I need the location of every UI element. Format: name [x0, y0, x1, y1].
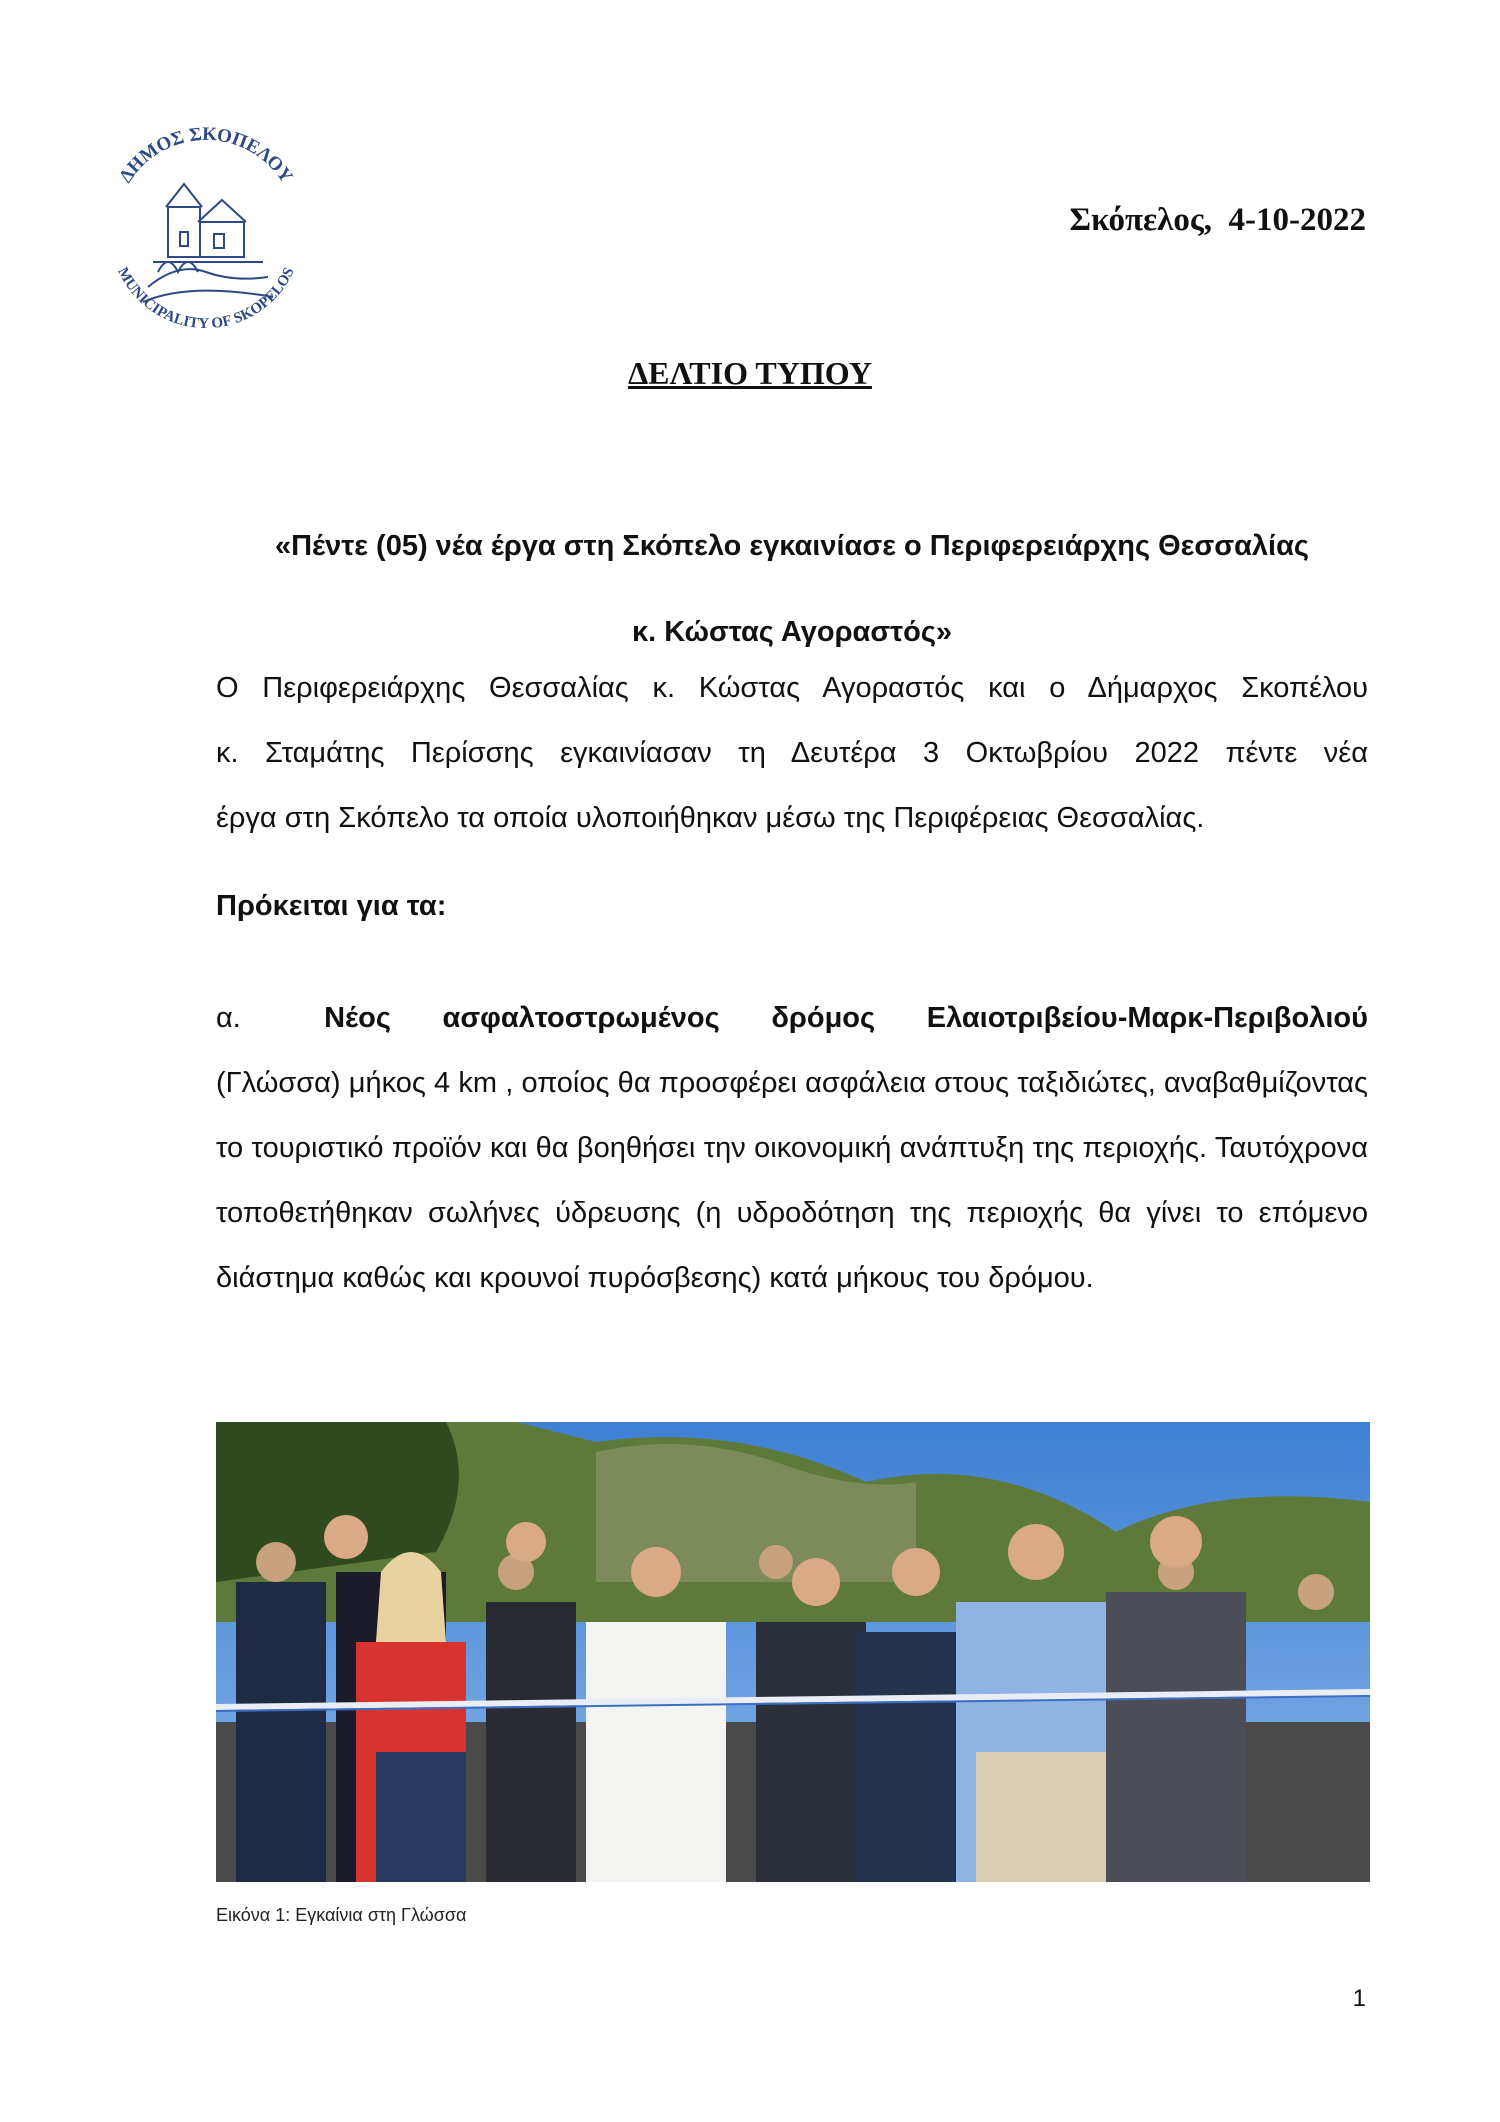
headline: [216, 503, 1368, 675]
item-a-paragraph: [216, 986, 1368, 1311]
intro-line-3: έργα στη Σκόπελο τα οποία υλοποιήθηκαν μέσω της Περιφέρειας Θεσσαλίας.: [216, 802, 1205, 834]
intro-line-2: κ. Σταμάτης Περίσσης εγκαινίασαν τη Δευτέρα 3 Οκτωβρίου 2022 πέντε νέα: [216, 737, 1368, 769]
press-release-title: ΔΕΛΤΙΟ ΤΥΠΟΥ: [628, 355, 872, 391]
photo-caption: Εικόνα 1: Εγκαίνια στη Γλώσσα: [216, 1905, 467, 1925]
municipality-logo: [88, 112, 324, 348]
page-number: 1: [1352, 1985, 1366, 2012]
item-a-text: (Γλώσσα) μήκος 4 km , οποίος θα προσφέρει ασφάλεια στους ταξιδιώτες, αναβαθμίζοντας το τουριστικό προϊόν και θα βοηθήσει την οικονομική ανάπτυξη της περιοχής. Ταυτόχρονα τοποθετήθηκαν σωλήνες ύδρευσης (η υδροδότηση της περιοχής θα γίνει το επόμενο διάστημα καθώς και κρουνοί πυρόσβεσης) κατά μήκους του δρόμου.: [216, 1067, 1368, 1294]
intro-paragraph: [216, 656, 1368, 851]
svg-text:MUNICIPALITY OF SKOPELOS: [114, 265, 297, 332]
intro-line-1: Ο Περιφερειάρχης Θεσσαλίας κ. Κώστας Αγοραστός και ο Δήμαρχος Σκοπέλου: [216, 672, 1368, 704]
item-a-marker: α.: [216, 1002, 241, 1034]
headline-line-1: «Πέντε (05) νέα έργα στη Σκόπελο εγκαινίασε ο Περιφερειάρχης Θεσσαλίας: [274, 530, 1310, 562]
logo-bottom-text: MUNICIPALITY OF SKOPELOS: [114, 264, 298, 333]
document-date: Σκόπελος, 4-10-2022: [1069, 202, 1366, 238]
svg-text:ΔΗΜΟΣ ΣΚΟΠΕΛΟΥ: [115, 124, 296, 187]
headline-line-2: κ. Κώστας Αγοραστός»: [631, 616, 953, 648]
logo-top-text: ΔΗΜΟΣ ΣΚΟΠΕΛΟΥ: [115, 123, 297, 187]
ceremony-photo: [216, 1422, 1370, 1882]
list-subheading: Πρόκειται για τα:: [216, 890, 447, 922]
item-a-title: Νέος ασφαλτοστρωμένος δρόμος Ελαιοτριβείου-Μαρκ-Περιβολιού: [324, 1002, 1368, 1034]
